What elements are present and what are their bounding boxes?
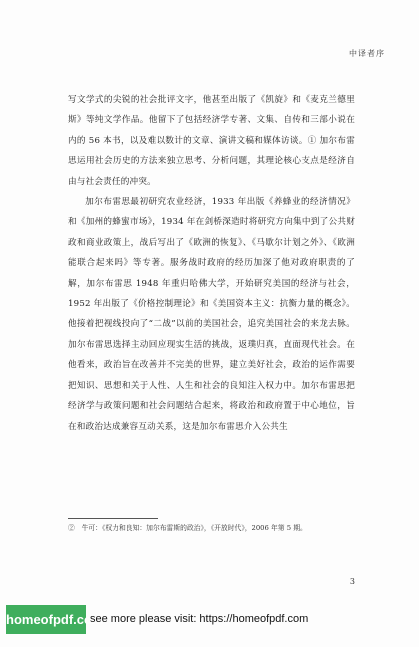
footnote-rule — [68, 518, 158, 519]
watermark-bar — [0, 605, 419, 637]
footnote: ② 牛可：《权力和良知：加尔布雷斯的政治》，《开放时代》，2006 年第 5 期。 — [68, 524, 307, 532]
paragraph: 写文学式的尖锐的社会批评文字，他甚至出版了《凯旋》和《麦克兰德里斯》等纯文学作品。他留下了包括经济学专著、文集、自传和三部小说在内的 56 本书，以及难以数计的文章、演讲文稿和媒体访谈。① 加尔布雷思运用社会历史的方法来独立思考、分析问题，其理论核心支点是经济自由与社会责任的冲突。 — [68, 95, 355, 187]
watermark-logo[interactable]: homeofpdf.com — [6, 605, 86, 634]
body-text — [68, 90, 355, 437]
paragraph: 加尔布雷思最初研究农业经济，1933 年出版《养蜂业的经济情况》和《加州的蜂蜜市场》，1934 年在剑桥深造时将研究方向集中到了公共财政和商业政策上，战后写出了《欧洲的恢复》、《马歇尔计划之外》、《欧洲能联合起来吗》等专著。服务战时政府的经历加深了他对政府职责的了解，加尔布雷思 1948 年重归哈佛大学，开始研究美国的经济与社会，1952 年出版了《价格控制理论》和《美国资本主义：抗衡力量的概念》。他接着把视线投向了“二战”以前的美国社会，追究美国社会的来龙去脉。加尔布雷思选择主动回应现实生活的挑战，返璞归真，直面现代社会。在他看来，政治旨在改善并不完美的世界，建立美好社会，政治的运作需要把知识、思想和关于人性、人生和社会的良知注入权力中。加尔布雷思把经济学与政策问题和社会问题结合起来，将政治和政府置于中心地位，旨在和政治达成兼容互动关系，这是加尔布雷思介入公共生 — [68, 197, 355, 432]
watermark-caption[interactable]: see more please visit: https://homeofpdf.com — [90, 613, 309, 625]
page-number: 3 — [349, 577, 355, 586]
running-head: 中译者序 — [349, 49, 385, 58]
